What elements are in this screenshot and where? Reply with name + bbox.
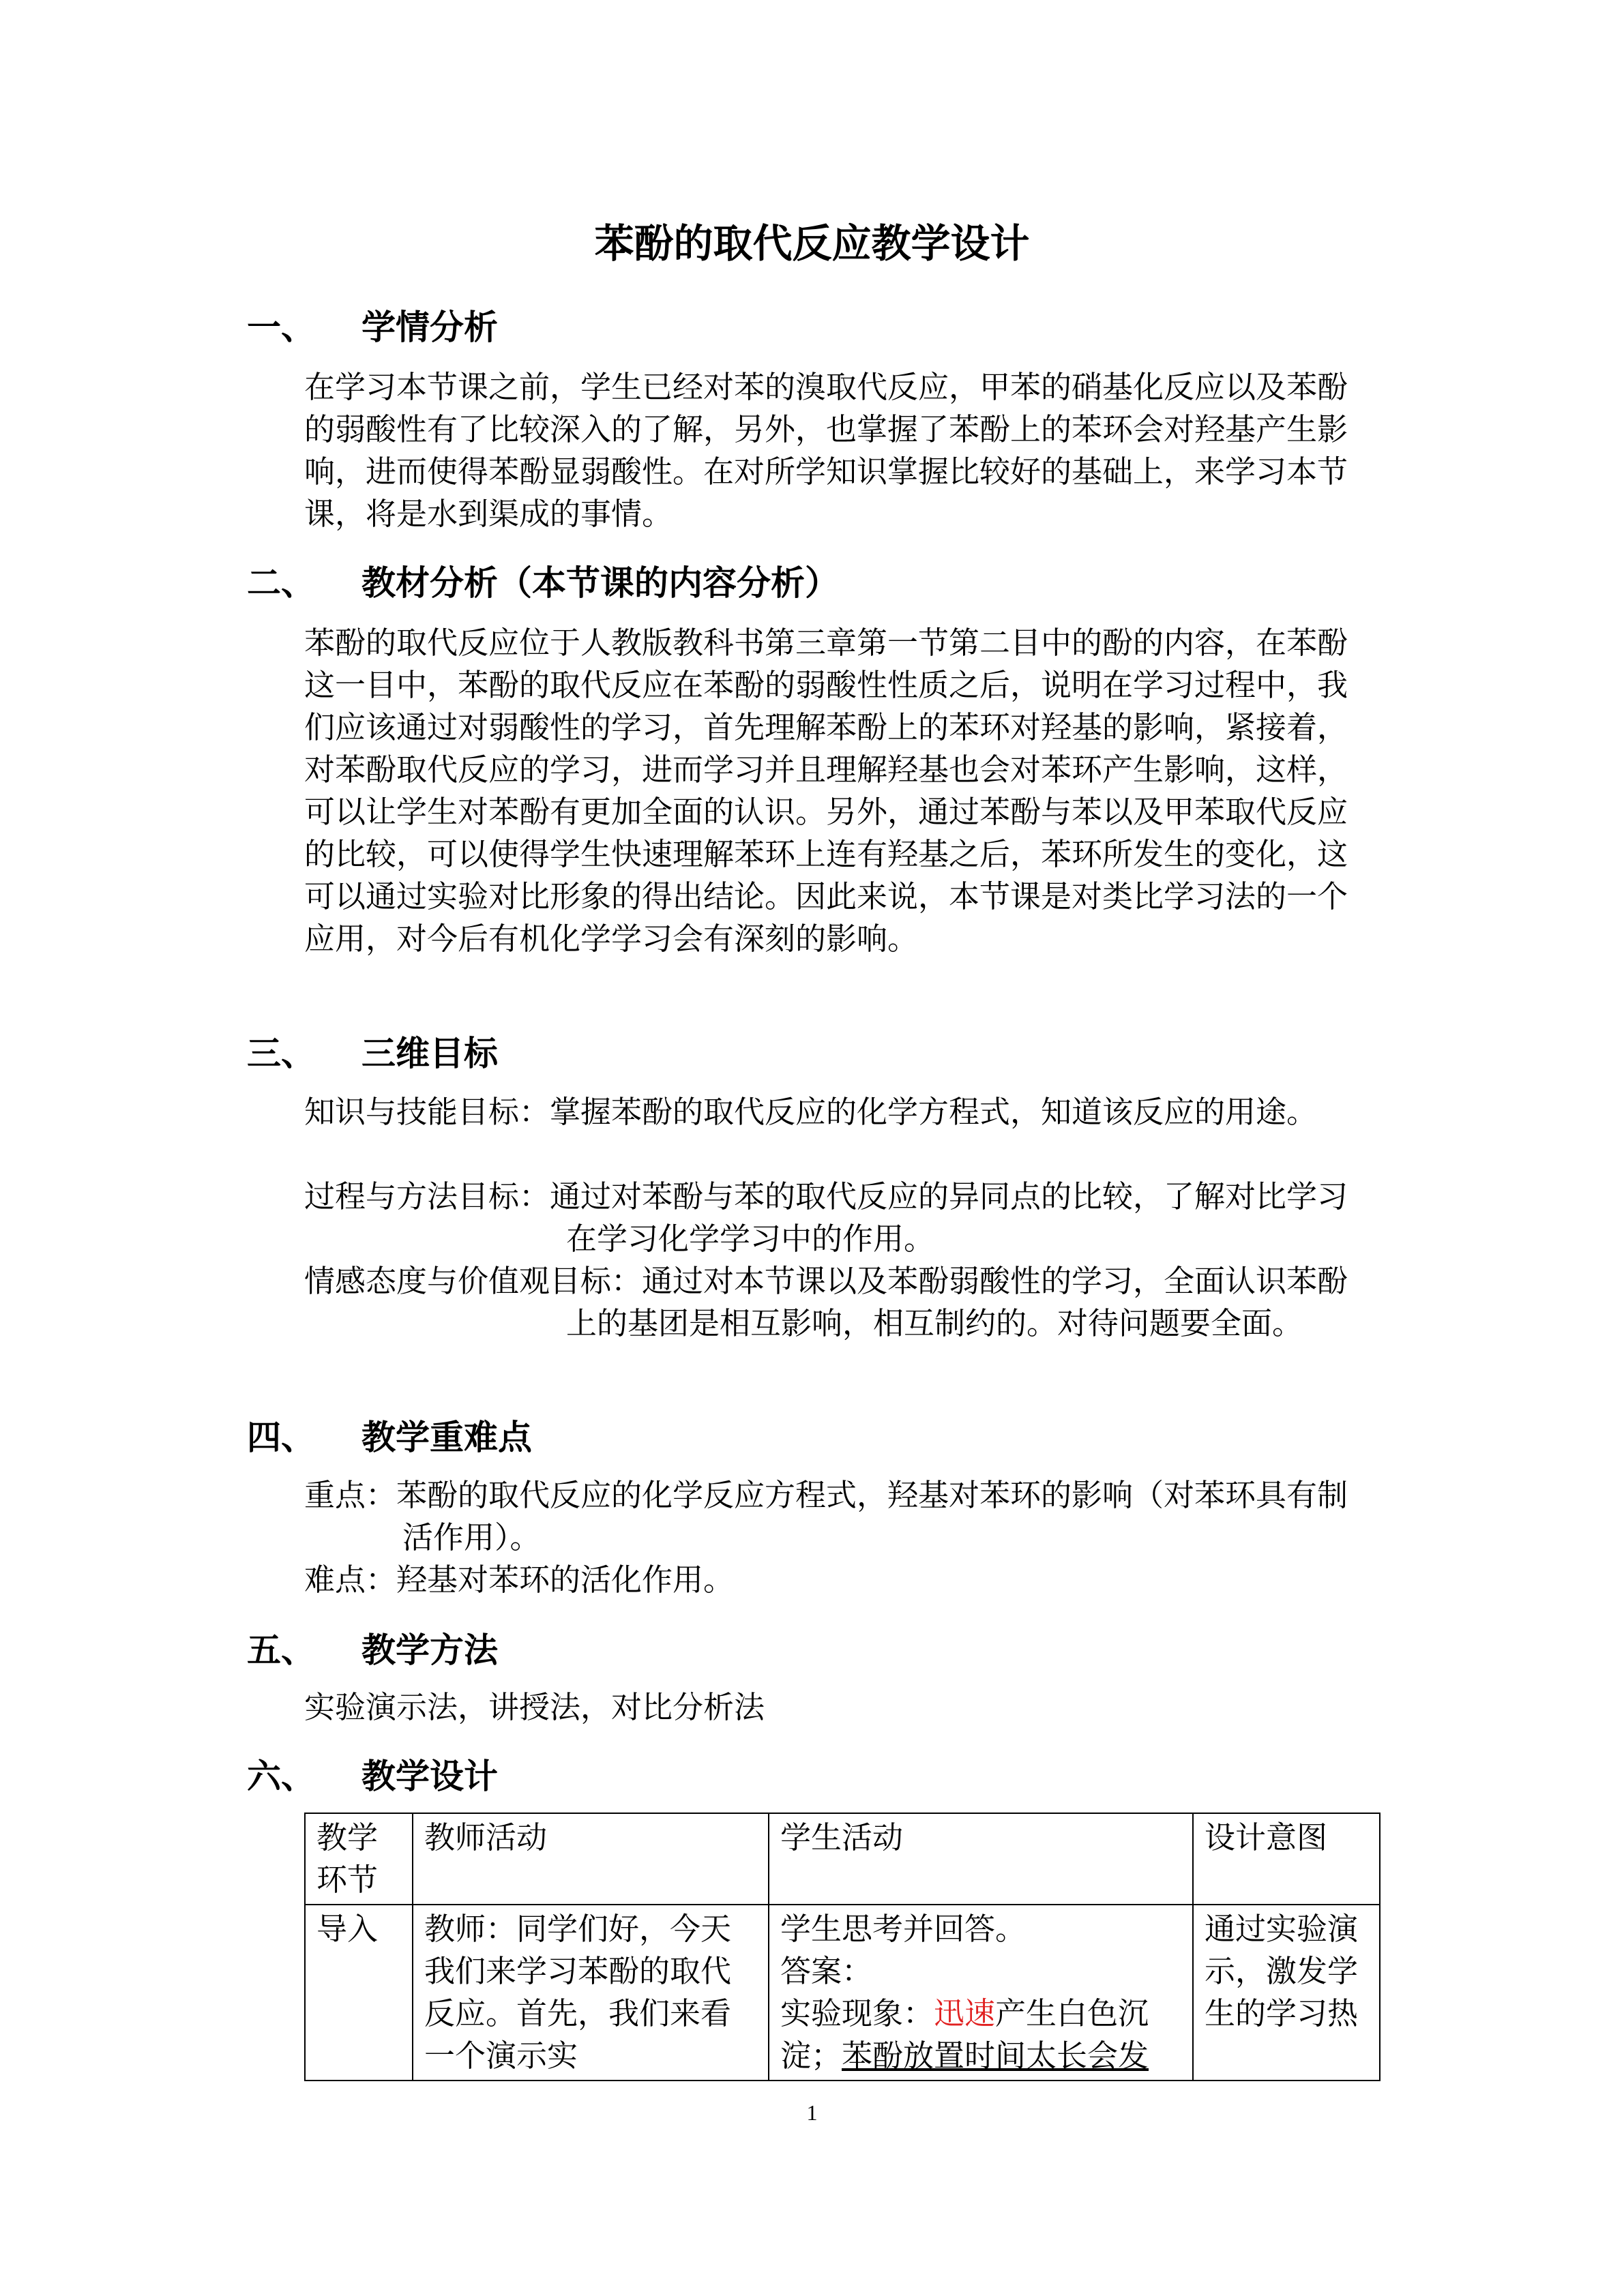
goal-text: 掌握苯酚的取代反应的化学方程式，知道该反应的用途。 — [550, 1094, 1318, 1130]
section-number: 五、 — [247, 1630, 315, 1670]
header-cell-teacher: 教师活动 — [413, 1813, 769, 1905]
section-5-paragraph: 实验演示法，讲授法，对比分析法 — [304, 1689, 765, 1725]
section-title: 学情分析 — [361, 308, 498, 347]
section-heading-5 — [247, 1623, 498, 1672]
section-title: 教学方法 — [361, 1630, 498, 1670]
section-number: 四、 — [247, 1418, 315, 1457]
goal-text: 通过对苯酚与苯的取代反应的异同点的比较，了解对比学习在学习化学学习中的作用。 — [550, 1178, 1348, 1257]
section-number: 六、 — [247, 1757, 315, 1796]
header-cell-stage: 教学环节 — [305, 1813, 413, 1905]
cell-teacher: 教师：同学们好，今天我们来学习苯酚的取代反应。首先，我们来看一个演示实 — [413, 1905, 769, 2081]
difficult-point-label: 难点： — [304, 1562, 397, 1598]
goal-emotion — [304, 1260, 1355, 1345]
cell-intent: 通过实验演示，激发学生的学习热 — [1193, 1905, 1380, 2081]
goal-label: 知识与技能目标： — [304, 1094, 550, 1130]
page-number: 1 — [806, 2100, 818, 2125]
header-cell-intent: 设计意图 — [1193, 1813, 1380, 1905]
observation-prefix: 实验现象： — [780, 1995, 934, 2031]
difficult-point-text: 羟基对苯环的活化作用。 — [396, 1562, 735, 1598]
key-point — [304, 1474, 1355, 1559]
table-row — [305, 1905, 1380, 2081]
teaching-design-table — [304, 1813, 1381, 2081]
section-number: 二、 — [247, 563, 315, 603]
section-heading-4 — [247, 1410, 532, 1459]
section-title: 教材分析（本节课的内容分析） — [361, 563, 839, 603]
cell-stage: 导入 — [305, 1905, 413, 2081]
section-number: 一、 — [247, 308, 315, 347]
goal-process — [304, 1176, 1355, 1260]
key-point-text: 苯酚的取代反应的化学反应方程式，羟基对苯环的影响（对苯环具有制活作用）。 — [396, 1477, 1348, 1555]
section-heading-6 — [247, 1749, 498, 1798]
section-title: 三维目标 — [361, 1034, 498, 1073]
section-number: 三、 — [247, 1034, 315, 1073]
goal-label: 情感态度与价值观目标： — [304, 1263, 643, 1299]
goal-text: 通过对本节课以及苯酚弱酸性的学习，全面认识苯酚上的基团是相互影响，相互制约的。对待问题要全面。 — [566, 1263, 1348, 1341]
section-1-paragraph: 在学习本节课之前，学生已经对苯的溴取代反应，甲苯的硝基化反应以及苯酚的弱酸性有了比较深入的了解，另外，也掌握了苯酚上的苯环会对羟基产生影响，进而使得苯酚显弱酸性。在对所学知识掌握比较好的基础上，来学习本节课，将是水到渠成的事情。 — [304, 369, 1348, 532]
section-title: 教学设计 — [361, 1757, 498, 1796]
header-cell-student: 学生活动 — [769, 1813, 1193, 1905]
student-line: 答案： — [780, 1953, 873, 1989]
section-heading-1 — [247, 300, 498, 349]
key-point-label: 重点： — [304, 1477, 397, 1513]
section-2-paragraph: 苯酚的取代反应位于人教版教科书第三章第一节第二目中的酚的内容，在苯酚这一目中，苯酚的取代反应在苯酚的弱酸性性质之后，说明在学习过程中，我们应该通过对弱酸性的学习，首先理解苯酚上的苯环对羟基的影响，紧接着，对苯酚取代反应的学习，进而学习并且理解羟基也会对苯环产生影响，这样，可以让学生对苯酚有更加全面的认识。另外，通过苯酚与苯以及甲苯取代反应的比较，可以使得学生快速理解苯环上连有羟基之后，苯环所发生的变化，这可以通过实验对比形象的得出结论。因此来说，本节课是对类比学习法的一个应用，对今后有机化学学习会有深刻的影响。 — [304, 625, 1348, 957]
section-heading-3 — [247, 1026, 498, 1075]
difficult-point — [304, 1559, 1355, 1601]
goal-label: 过程与方法目标： — [304, 1178, 550, 1214]
goal-knowledge — [304, 1091, 1355, 1133]
table-header-row — [305, 1813, 1380, 1905]
section-title: 教学重难点 — [361, 1418, 532, 1457]
student-observation — [780, 1993, 1181, 2077]
cell-student — [769, 1905, 1193, 2081]
observation-text: 产生白色沉淀； — [780, 1995, 1149, 2074]
student-line: 学生思考并回答。 — [780, 1911, 1027, 1947]
document-title: 苯酚的取代反应教学设计 — [594, 220, 1030, 267]
observation-highlight: 迅速 — [934, 1995, 996, 2031]
section-heading-2 — [247, 556, 839, 605]
observation-underlined: 苯酚放置时间太长会发 — [842, 2038, 1149, 2074]
